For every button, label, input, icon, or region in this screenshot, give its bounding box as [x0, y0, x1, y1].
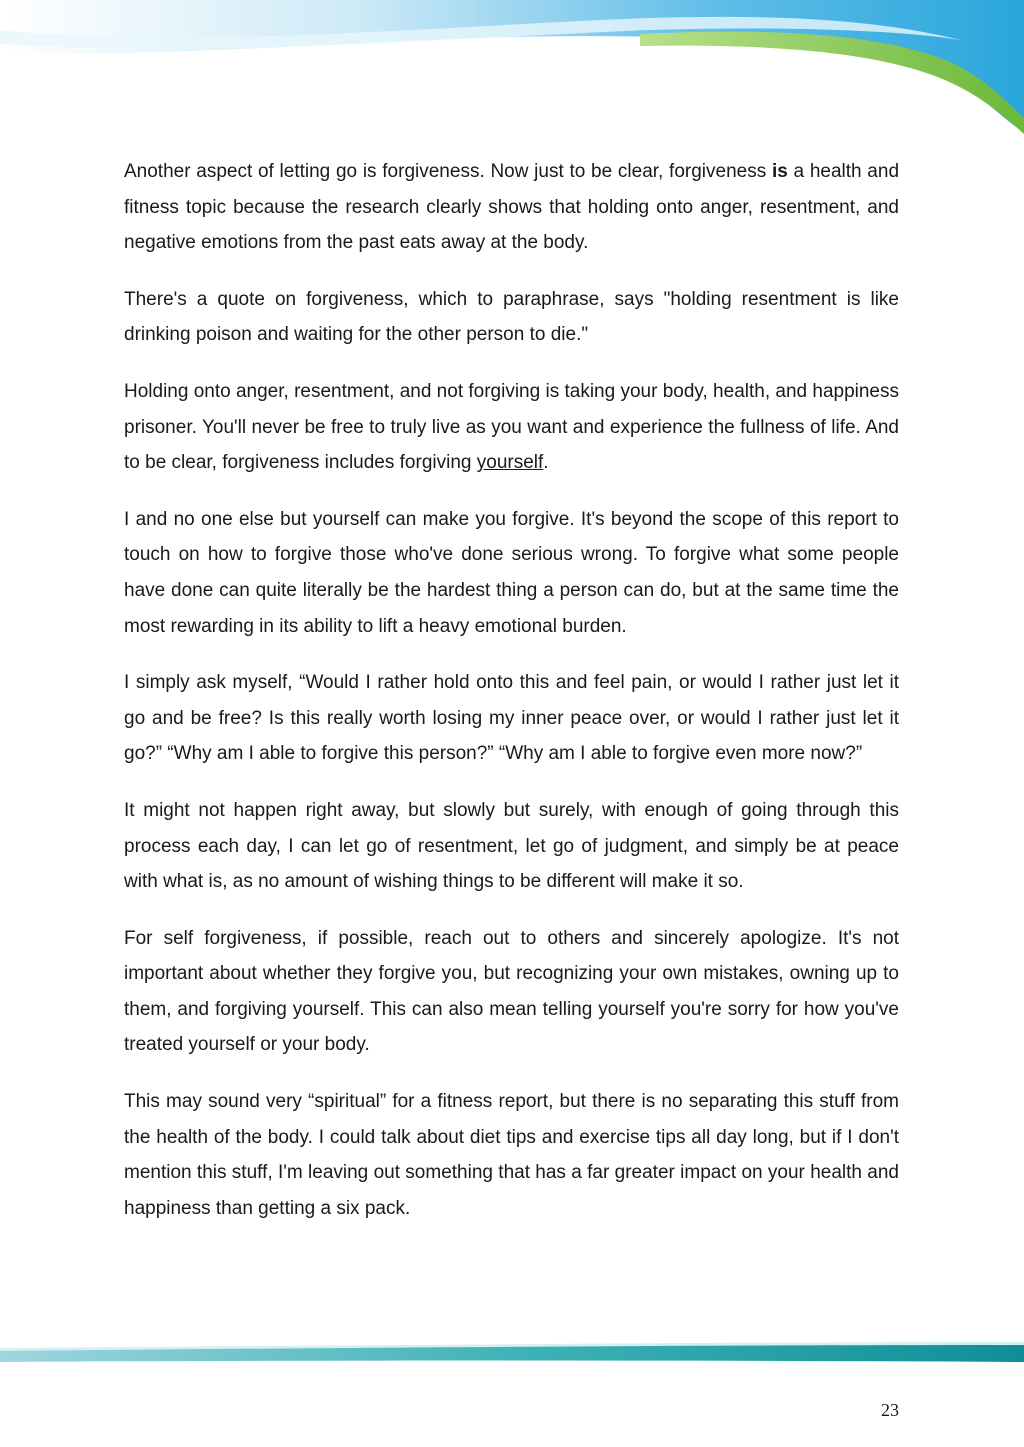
body-text [124, 154, 899, 1247]
page-number: 23 [881, 1400, 899, 1420]
text-segment: This may sound very “spiritual” for a fitness report, but there is no separating this stuff from the health of the body. I could talk about diet tips and exercise tips all day long, but if I don't mention this stuff, I'm leaving out something that has a far greater impact on your health and happiness than getting a six pack. [124, 1091, 899, 1219]
footer-band-graphic [0, 1336, 1024, 1372]
paragraph [124, 374, 899, 481]
paragraph [124, 921, 899, 1063]
text-segment: . [543, 452, 549, 474]
bold-text: is [771, 161, 788, 182]
paragraph [124, 793, 899, 900]
text-segment: For self forgiveness, if possible, reach out to others and sincerely apologize. It's not important about whether they forgive you, but recognizing your own mistakes, owning up to them, and forgiving yourself. This can also mean telling yourself you're sorry for how you've treated yourself or your body. [124, 927, 899, 1056]
text-segment: Another aspect of letting go is forgiveness. Now just to be clear, forgiveness [124, 161, 772, 182]
paragraph [124, 154, 899, 261]
text-segment: I simply ask myself, “Would I rather hold onto this and feel pain, or would I rather just let it go and be free? Is this really worth losing my inner peace over, or would I rather just let it go?” “Why am I able to forgive this person?” “Why am I able to forgive even more now?” [124, 672, 899, 765]
text-segment: I and no one else but yourself can make you forgive. It's beyond the scope of this report to touch on how to forgive those who've done serious wrong. To forgive what some people have done can quite literally be the hardest thing a person can do, but at the same time the most rewarding in its ability to lift a heavy emotional burden. [124, 508, 899, 637]
text-segment: There's a quote on forgiveness, which to paraphrase, says "holding resentment is like drinking poison and waiting for the other person to die." [124, 288, 899, 346]
underlined-text: yourself [476, 452, 544, 474]
paragraph [124, 1084, 899, 1226]
paragraph [124, 502, 899, 644]
text-segment: It might not happen right away, but slowly but surely, with enough of going through this process each day, I can let go of resentment, let go of judgment, and simply be at peace with what is, as no amount of wishing things to be different will make it so. [124, 799, 899, 893]
swoosh-blue-shape [0, 0, 1024, 132]
paragraph [124, 282, 899, 353]
text-segment: Holding onto anger, resentment, and not forgiving is taking your body, health, and happiness prisoner. You'll never be free to truly live as you want and experience the fullness of life. And to be clear, forgiveness includes forgiving [124, 380, 899, 474]
text-segment: a health and fitness topic because the research clearly shows that holding onto anger, resentment, and negative emotions from the past eats away at the body. [124, 161, 900, 254]
header-swoosh-graphic [0, 0, 1024, 140]
paragraph [124, 665, 899, 772]
